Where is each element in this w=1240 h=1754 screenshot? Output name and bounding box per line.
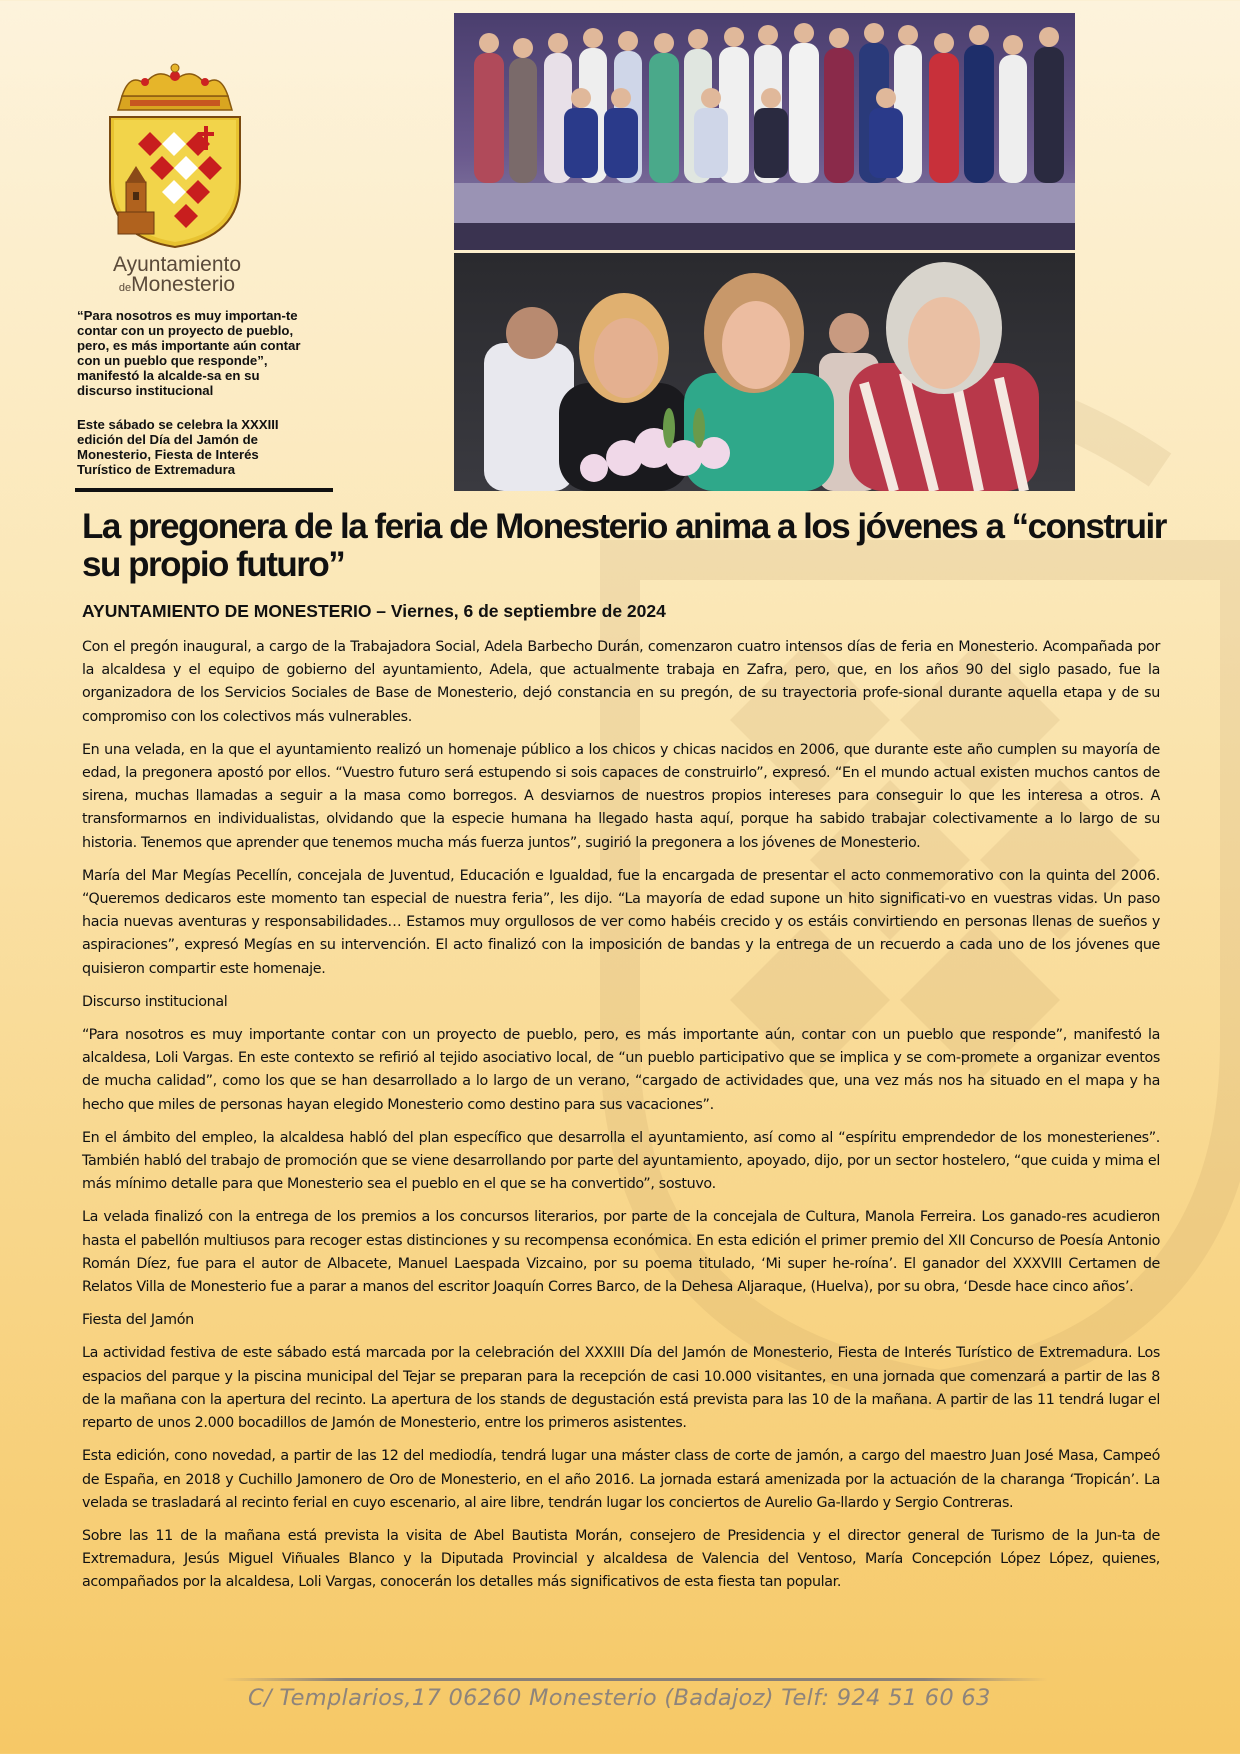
sidebar-highlight: Este sábado se celebra la XXXIII edición del Día del Jamón de Monesterio, Fiesta de Interés Turístico de Extremadura (77, 417, 279, 477)
logo-name-line1: Ayuntamiento (112, 253, 242, 276)
footer-divider (222, 1678, 1048, 1681)
logo-name-line2: Monesterio (131, 273, 236, 296)
paragraph: En el ámbito del empleo, la alcaldesa habló del plan específico que desarrolla el ayuntamiento, así como al “espíritu emprendedor de los monesterienes”. También habló del trabajo de promoción que se viene desarrollando por parte del ayuntamiento, apoyado, dijo, por un sector hostelero, “que cuida y mima el más mínimo detalle para que Monesterio sea el pueblo en el que se ha convertido”, sostuvo. (82, 1129, 1160, 1193)
paragraph: Con el pregón inaugural, a cargo de la Trabajadora Social, Adela Barbecho Durán, comenzaron cuatro intensos días de feria en Monesterio. Acompañada por la alcaldesa y el equipo de gobierno del ayuntamiento, Adela, que actualmente trabaja en Zafra, pero, que, en los años 90 del siglo pasado, fue la organizadora de los Servicios Sociales de Base de Monesterio, dejó constancia en su pregón, de su trayectoria profe-sional durante aquella etapa y de su compromiso con los colectivos más vulnerables. (82, 639, 1160, 725)
paragraph: La actividad festiva de este sábado está marcada por la celebración del XXXIII Día del Jamón de Monesterio, Fiesta de Interés Turístico de Extremadura. Los espacios del parque y la piscina municipal del Tejar se preparan para la recepción de casi 10.000 visitantes, en una jornada que comenzará a partir de las 8 de la mañana con la apertura del recinto. La apertura de los stands de degustación está prevista para las 10 de la mañana. A partir de las 11 tendrá lugar el reparto de unos 2.000 bocadillos de Jamón de Monesterio, entre los primeros asistentes. (82, 1345, 1160, 1432)
paragraph: Esta edición, cono novedad, a partir de las 12 del mediodía, tendrá lugar una máster class de corte de jamón, a cargo del maestro Juan José Masa, Campeó de España, en 2018 y Cuchillo Jamonero de Oro de Monesterio, en el año 2016. La jornada estará amenizada por la actuación de la charanga ‘Tropicán’. La velada se trasladará al recinto ferial en cuyo escenario, al aire libre, tendrán lugar los conciertos de Aurelio Ga-llardo y Sergio Contreras. (82, 1448, 1160, 1511)
sidebar-divider (75, 488, 333, 492)
crown-icon (118, 64, 232, 110)
article-dateline: AYUNTAMIENTO DE MONESTERIO – Viernes, 6 de septiembre de 2024 (82, 601, 666, 621)
paragraph: María del Mar Megías Pecellín, concejala de Juventud, Educación e Igualdad, fue la encargada de presentar el acto conmemorativo con la quinta del 2006. “Queremos dedicaros este momento tan especial de nuestra feria”, les dijo. “La mayoría de edad supone un hito significati-vo en vuestras vidas. Un paso hacia nuevas aventuras y responsabilidades… Estamos muy orgullosos de ver como habéis crecido y os estáis convirtiendo en personas llenas de sueños y aspiraciones”, expresó Megías en su intervención. El acto finalizó con la imposición de bandas y la entrega de un recuerdo a cada uno de los jóvenes que quisieron compartir este homenaje. (82, 867, 1160, 977)
logo-name-de: de (118, 282, 132, 294)
sidebar-quote: “Para nosotros es muy importan-te contar con un proyecto de pueblo, pero, es más importante aún contar con un pueblo que responde”, manifestó la alcalde-sa en su discurso institucional (77, 308, 301, 398)
paragraph: “Para nosotros es muy importante contar con un proyecto de pueblo, pero, es más importante aún, contar con un pueblo que responde”, manifestó la alcaldesa, Loli Vargas. En este contexto se refirió al tejido asociativo local, de “un pueblo participativo que se implica y se com-promete a organizar eventos de mucha calidad”, como los que se han desarrollado a lo largo de un verano, “cargado de actividades que, una vez más nos ha situado en el mapa y ha hecho que miles de personas hayan elegido Monesterio como destino para sus vacaciones”. (82, 1027, 1160, 1113)
paragraph: En una velada, en la que el ayuntamiento realizó un homenaje público a los chicos y chicas nacidos en 2006, que durante este año cumplen su mayoría de edad, la pregonera apostó por ellos. “Vuestro futuro será estupendo si sois capaces de construirlo”, expresó. “En el mundo actual existen muchos cantos de sirena, muchas llamadas a seguir a la masa como borregos. A desviarnos de nuestros propios intereses para conseguir lo que les interesa a otros. A transformarnos en individualistas, olvidando que la especie humana ha llegado hasta aquí, porque ha sabido trabajar colectivamente a lo largo de su historia. Tenemos que aprender que tenemos mucha más fuerza juntos”, sugirió la pregonera a los jóvenes de Monesterio. (82, 741, 1160, 851)
paragraph: Sobre las 11 de la mañana está prevista la visita de Abel Bautista Morán, consejero de Presidencia y el director general de Turismo de la Jun-ta de Extremadura, Jesús Miguel Viñuales Blanco y la Diputada Provincial y alcaldesa de Valencia del Ventoso, María Concepción López López, quienes, acompañados por la alcaldesa, Loli Vargas, conocerán los detalles más significativos de esta fiesta tan popular. (82, 1527, 1160, 1591)
paragraph: La velada finalizó con la entrega de los premios a los concursos literarios, por parte de la concejala de Cultura, Manola Ferreira. Los ganado-res acudieron hasta el pabellón multiusos para recoger estas distinciones y su recompensa económica. En esta edición el primer premio del XII Concurso de Poesía Antonio Román Díez, fue para el autor de Albacete, Manuel Laespada Vizcaino, por su poema titulado, ‘Mi super he-roína’. El ganador del XXXVIII Certamen de Relatos Villa de Monesterio fue a parar a manos del escritor Joaquín Corres Barco, de la Dehesa Aljaraque, (Huelva), por su obra, ‘Desde hace cinco años’. (82, 1209, 1160, 1296)
article-headline: La pregonera de la feria de Monesterio anima a los jóvenes a “construir su propio futuro” (82, 507, 1166, 584)
footer-address: C/ Templarios,17 06260 Monesterio (Badajoz) Telf: 924 51 60 63 (248, 1685, 991, 1711)
subheading-fiesta-del-jamon: Fiesta del Jamón (82, 1312, 194, 1329)
photo-pregonera-bouquet (454, 253, 1075, 491)
subheading-discurso-institucional: Discurso institucional (82, 993, 228, 1010)
monesterio-coat-of-arms-logo (100, 62, 250, 252)
logo-name (92, 255, 262, 298)
article-body (82, 636, 1160, 1605)
group-photo-stage (454, 13, 1075, 250)
